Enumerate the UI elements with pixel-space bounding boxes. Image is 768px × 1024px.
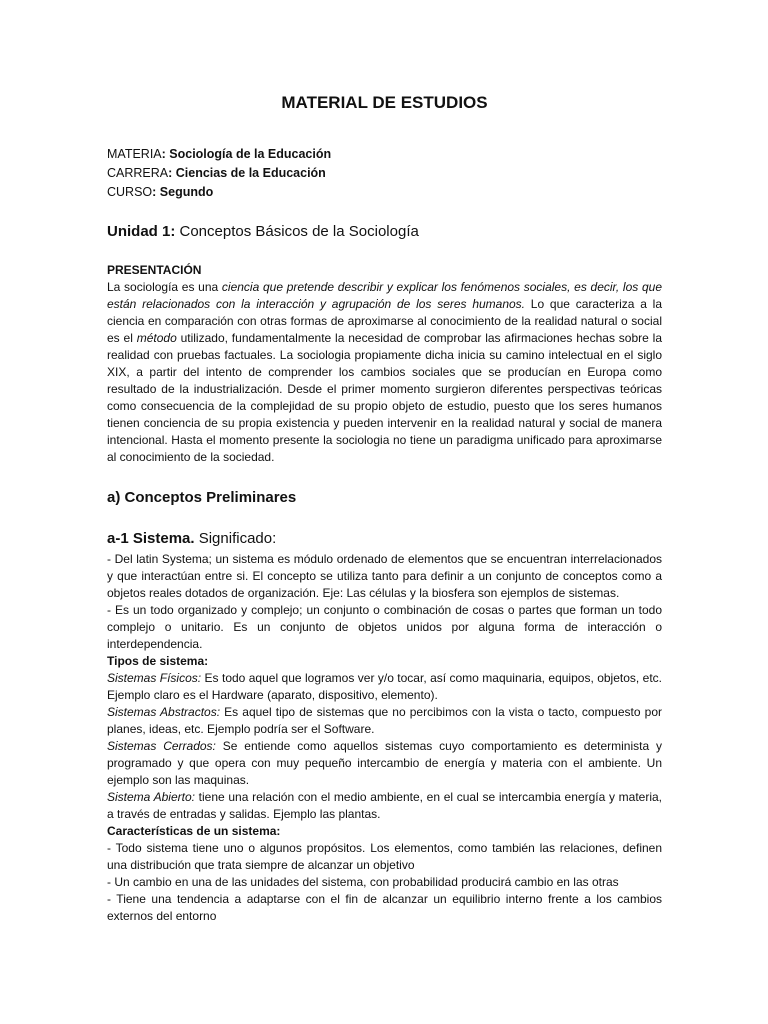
pres-text-3: Lo que caracteriza a la ciencia en comparación con otras formas de aproximarse al conocimiento de la realidad natural o social es el bbox=[107, 297, 662, 345]
unit-label: Unidad 1: bbox=[107, 223, 176, 240]
pres-text-1: La sociología es una bbox=[107, 280, 222, 294]
materia-value: : Sociología de la Educación bbox=[161, 147, 332, 161]
abierto-text: tiene una relación con el medio ambiente, en el cual se intercambia energía y materia, a través de entradas y salidas. Ejemplo las plantas. bbox=[107, 790, 662, 821]
cerrados-label: Sistemas Cerrados: bbox=[107, 739, 216, 753]
meta-materia bbox=[107, 145, 662, 164]
characteristic-3: - Tiene una tendencia a adaptarse con el fin de alcanzar un equilibrio interno frente a los cambios externos del entorno bbox=[107, 892, 662, 923]
a1-sub: Significado: bbox=[194, 530, 277, 547]
definition-2: - Es un todo organizado y complejo; un conjunto o combinación de cosas o partes que forman un todo complejo o unitario. Es un conjunto de objetos unidos por alguna forma de interacción o interdependencia. bbox=[107, 603, 662, 651]
pres-text-5: utilizado, fundamentalmente la necesidad de comprobar las afirmaciones hechas sobre la realidad con pruebas factuales. La sociologia propiamente dicha inicia su camino intelectual en el siglo XIX, a partir del intento de comprender los cambios sociales que se producían en Europa como resultado de la industrialización. Desde el primer momento surgieron diferentes perspectivas teóricas como consecuencia de la complejidad de su propio objeto de estudio, puesto que los seres humanos tienen conciencia de su propia existencia y pueden intervenir en la realidad natural y social de manera intencional. Hasta el momento presente la sociologia no tiene un paradigma unificado para aproximarse al conocimiento de la sociedad. bbox=[107, 331, 663, 464]
abstractos-text: Es aquel tipo de sistemas que no percibimos con la vista o tacto, compuesto por planes, ideas, etc. Ejemplo podría ser el Software. bbox=[107, 705, 662, 736]
fisicos-text: Es todo aquel que logramos ver y/o tocar, así como maquinaria, equipos, objetos, etc. Ejemplo claro es el Hardware (aparato, dispositivo, elemento). bbox=[107, 671, 663, 702]
cerrados-text: Se entiende como aquellos sistemas cuyo comportamiento es determinista y programado y que opera con muy pequeño intercambio de energía y materia con el ambiente. Un ejemplo son las maquinas. bbox=[107, 739, 663, 787]
section-a-heading: a) Conceptos Preliminares bbox=[107, 489, 297, 506]
fisicos-label: Sistemas Físicos: bbox=[107, 671, 202, 685]
meta-carrera bbox=[107, 164, 662, 183]
abstractos-label: Sistemas Abstractos: bbox=[107, 705, 221, 719]
types-heading: Tipos de sistema: bbox=[107, 654, 209, 668]
curso-label: CURSO bbox=[107, 185, 153, 199]
type-abstractos bbox=[107, 704, 662, 738]
document-title: MATERIAL DE ESTUDIOS bbox=[281, 93, 488, 112]
pres-text-2: ciencia que pretende describir y explicar los fenómenos sociales, es decir, los que están relacionados con la interacción y agrupación de los seres humanos. bbox=[107, 280, 662, 311]
characteristics-heading: Características de un sistema: bbox=[107, 824, 281, 838]
characteristic-2: - Un cambio en una de las unidades del sistema, con probabilidad producirá cambio en las otras bbox=[107, 875, 619, 889]
definition-1: - Del latin Systema; un sistema es módulo ordenado de elementos que se encuentran interrelacionados y que interactúan entre si. El concepto se utiliza tanto para definir a un conjunto de conceptos como a objetos reales dotados de organización. Eje: Las células y la biosfera son ejemplos de sistemas. bbox=[107, 552, 662, 600]
curso-value: : Segundo bbox=[152, 185, 214, 199]
carrera-value: : Ciencias de la Educación bbox=[168, 166, 326, 180]
carrera-label: CARRERA bbox=[107, 166, 169, 180]
meta-block bbox=[107, 145, 662, 202]
characteristic-1: - Todo sistema tiene uno o algunos propósitos. Los elementos, como también las relaciones, definen una distribución que trata siempre de alcanzar un objetivo bbox=[107, 841, 662, 872]
meta-curso bbox=[107, 183, 662, 202]
section-a1-heading bbox=[107, 529, 662, 549]
pres-text-4: método bbox=[136, 331, 177, 345]
presentation-heading: PRESENTACIÓN bbox=[107, 263, 202, 277]
type-fisicos bbox=[107, 670, 662, 704]
unit-title: Conceptos Básicos de la Sociología bbox=[175, 223, 419, 240]
unit-heading bbox=[107, 222, 662, 242]
presentation-paragraph bbox=[107, 279, 662, 466]
type-cerrados bbox=[107, 738, 662, 789]
type-abierto bbox=[107, 789, 662, 823]
abierto-label: Sistema Abierto: bbox=[107, 790, 195, 804]
a1-label: a-1 Sistema. bbox=[107, 530, 195, 547]
materia-label: MATERIA bbox=[107, 147, 162, 161]
